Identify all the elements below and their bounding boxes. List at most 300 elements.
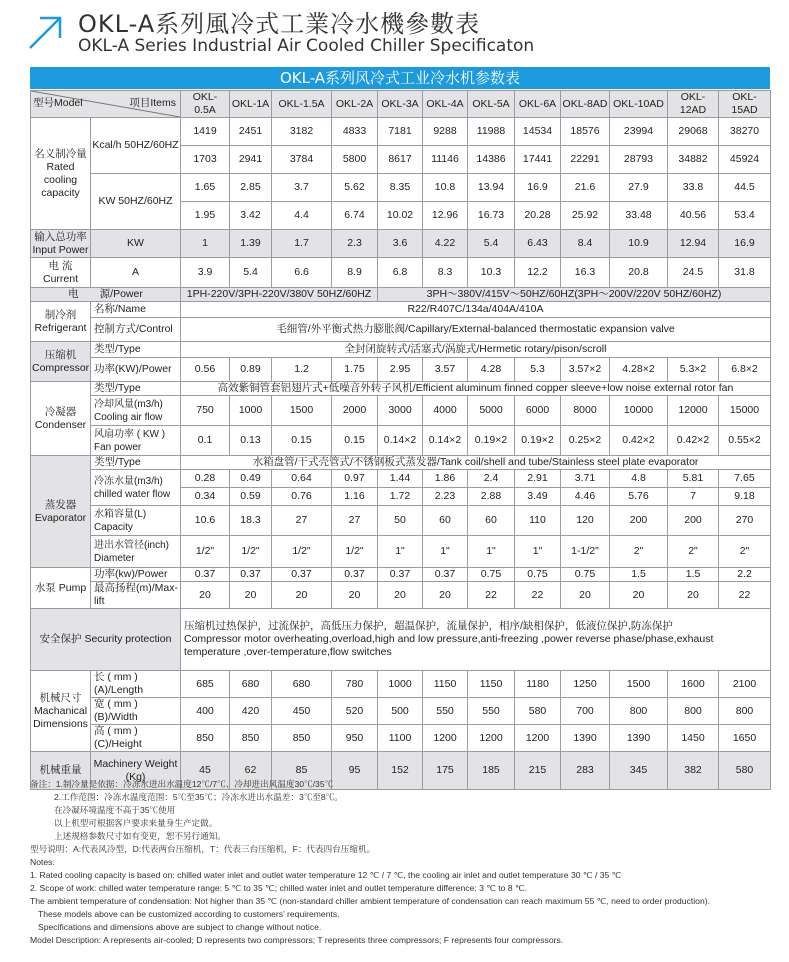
value-cell: 120 — [561, 506, 610, 536]
value-cell: 1600 — [668, 671, 719, 698]
group-label: 电 源/Power — [31, 288, 181, 302]
value-cell: 1703 — [181, 146, 230, 174]
value-cell: 2941 — [230, 146, 272, 174]
value-cell: 20 — [610, 582, 668, 609]
table-row — [31, 536, 771, 568]
value-cell: 550 — [423, 698, 468, 725]
arrow-up-right-icon — [26, 12, 66, 52]
value-cell: 10.6 — [181, 506, 230, 536]
value-cell: 750 — [181, 396, 230, 426]
value-cell: 1" — [468, 536, 515, 568]
value-cell: 6.6 — [272, 258, 332, 288]
value-cell: 10000 — [610, 396, 668, 426]
value-cell: 850 — [181, 725, 230, 752]
value-cell: 2" — [668, 536, 719, 568]
model-header: OKL-12AD — [668, 91, 719, 118]
table-row — [31, 470, 771, 488]
value-cell: 5000 — [468, 396, 515, 426]
item-label: KW 50HZ/60HZ — [91, 174, 181, 230]
page-header — [26, 4, 766, 60]
value-cell: 12.96 — [423, 202, 468, 230]
value-cell: 20 — [668, 582, 719, 609]
value-cell: 20 — [378, 582, 423, 609]
value-cell: 6000 — [515, 396, 561, 426]
value-cell: 2100 — [719, 671, 771, 698]
value-cell: 5.81 — [668, 470, 719, 488]
value-cell: 0.34 — [181, 488, 230, 506]
value-cell: 20.28 — [515, 202, 561, 230]
value-cell: 1" — [378, 536, 423, 568]
value-cell: 4.28×2 — [610, 358, 668, 382]
value-cell: 20 — [230, 582, 272, 609]
value-cell: 0.75 — [561, 568, 610, 582]
value-cell: 0.37 — [181, 568, 230, 582]
value-cell: 4.28 — [468, 358, 515, 382]
note-line-en: 1. Rated cooling capacity is based on: chilled water inlet and outlet water temperature 12 ℃ / 7 ℃, the cooling air inlet and outlet temperature 30 ℃ / 35 ℃ — [30, 870, 622, 880]
value-cell: 50 — [378, 506, 423, 536]
value-cell: 0.37 — [423, 568, 468, 582]
value-cell: 1.95 — [181, 202, 230, 230]
value-cell: 34882 — [668, 146, 719, 174]
value-cell: 22 — [719, 582, 771, 609]
model-label: 型号Model — [33, 97, 83, 109]
value-cell: 3.57×2 — [561, 358, 610, 382]
value-cell: 60 — [468, 506, 515, 536]
value-cell: 5.4 — [230, 258, 272, 288]
group-label: 水泵 Pump — [31, 568, 91, 609]
value-cell: 1PH-220V/3PH-220V/380V 50HZ/60HZ — [181, 288, 378, 302]
table-row — [31, 568, 771, 582]
value-cell: 0.37 — [230, 568, 272, 582]
note-line-en: These models above can be customized according to customers’ requirements. — [38, 909, 340, 919]
value-cell: 680 — [230, 671, 272, 698]
table-row — [31, 302, 771, 318]
table-title: OKL-A系列风冷式工业冷水机参数表 — [30, 67, 770, 89]
value-cell: 2000 — [332, 396, 378, 426]
note-line-cn: 上述规格参数尺寸如有变更，恕不另行通知。 — [54, 831, 226, 841]
value-cell: 1.2 — [272, 358, 332, 382]
note-line-cn: 型号说明：A:代表风冷型，D:代表两台压缩机，T：代表三台压缩机，F：代表四台压缩机。 — [30, 844, 376, 854]
value-cell: 12.2 — [515, 258, 561, 288]
value-cell: 8000 — [561, 396, 610, 426]
value-cell: 2.91 — [515, 470, 561, 488]
value-cell: 0.64 — [272, 470, 332, 488]
model-header: OKL-6A — [515, 91, 561, 118]
value-cell: 10.02 — [378, 202, 423, 230]
value-cell: 850 — [272, 725, 332, 752]
value-cell: 2.23 — [423, 488, 468, 506]
model-header: OKL-10AD — [610, 91, 668, 118]
value-cell: 6.8 — [378, 258, 423, 288]
value-cell: 1000 — [230, 396, 272, 426]
value-cell: 22 — [515, 582, 561, 609]
value-cell: 1.65 — [181, 174, 230, 202]
table-row — [31, 456, 771, 470]
value-cell: 16.3 — [561, 258, 610, 288]
value-cell: 8617 — [378, 146, 423, 174]
value-cell: 53.4 — [719, 202, 771, 230]
note-line-en: Specifications and dimensions above are subject to change without notice. — [38, 922, 322, 932]
table-row — [31, 118, 771, 146]
header-diagonal-cell — [31, 91, 181, 118]
value-cell: 全封闭旋转式/活塞式/涡旋式/Hermetic rotary/pison/scroll — [181, 342, 771, 358]
table-row — [31, 358, 771, 382]
value-cell: R22/R407C/134a/404A/410A — [181, 302, 771, 318]
value-cell: 29068 — [668, 118, 719, 146]
value-cell: 0.1 — [181, 426, 230, 456]
value-cell: 5.4 — [468, 230, 515, 258]
value-cell: 13.94 — [468, 174, 515, 202]
value-cell: 4.4 — [272, 202, 332, 230]
safety-text-en: Compressor motor overheating,overload,high and low pressure,anti-freezing ,power reverse phase/phase,exhaust temperature ,over-temperature,flow switches — [184, 633, 714, 658]
value-cell: 38270 — [719, 118, 771, 146]
value-cell: 550 — [468, 698, 515, 725]
value-cell: 33.8 — [668, 174, 719, 202]
value-cell: 1 — [181, 230, 230, 258]
value-cell: 1500 — [272, 396, 332, 426]
table-row — [31, 426, 771, 456]
item-label: 类型/Type — [91, 382, 181, 396]
note-line-cn: 2.工作范围：冷冻水温度范围：5℃至35℃；冷冻水进出水温差：3℃至8℃。 — [54, 792, 343, 802]
value-cell: 4.22 — [423, 230, 468, 258]
note-line-en: Model Description: A represents air-cooled; D represents two compressors; T represents three compressors; F represents four compressors. — [30, 935, 564, 945]
value-cell: 16.73 — [468, 202, 515, 230]
table-row — [31, 382, 771, 396]
value-cell: 22291 — [561, 146, 610, 174]
model-header: OKL-2A — [332, 91, 378, 118]
value-cell: 11988 — [468, 118, 515, 146]
value-cell: 6.43 — [515, 230, 561, 258]
safety-text-cn: 压缩机过热保护，过流保护，高低压力保护，超温保护，流量保护，相序/缺相保护，低液位保护,防冻保护 — [184, 620, 673, 632]
item-label: KW — [91, 230, 181, 258]
value-cell: 14534 — [515, 118, 561, 146]
table-row — [31, 725, 771, 752]
value-cell: 0.25×2 — [561, 426, 610, 456]
value-cell: 1150 — [468, 671, 515, 698]
value-cell: 20.8 — [610, 258, 668, 288]
title-en: OKL-A Series Industrial Air Cooled Chiller Specificaton — [78, 36, 535, 56]
value-cell: 1.5 — [668, 568, 719, 582]
table-row — [31, 318, 771, 342]
value-cell: 0.14×2 — [378, 426, 423, 456]
value-cell: 0.42×2 — [668, 426, 719, 456]
model-header: OKL-0.5A — [181, 91, 230, 118]
table-row — [31, 258, 771, 288]
value-cell: 3182 — [272, 118, 332, 146]
model-header: OKL-5A — [468, 91, 515, 118]
value-cell: 1.75 — [332, 358, 378, 382]
value-cell: 20 — [332, 582, 378, 609]
value-cell: 685 — [181, 671, 230, 698]
value-cell: 800 — [610, 698, 668, 725]
value-cell: 62 — [230, 752, 272, 790]
value-cell: 152 — [378, 752, 423, 790]
value-cell: 3.57 — [423, 358, 468, 382]
item-label: 名称/Name — [91, 302, 181, 318]
value-cell: 580 — [515, 698, 561, 725]
value-cell: 33.48 — [610, 202, 668, 230]
item-label: 类型/Type — [91, 456, 181, 470]
value-cell: 1/2" — [181, 536, 230, 568]
value-cell: 1250 — [561, 671, 610, 698]
value-cell: 1200 — [515, 725, 561, 752]
value-cell: 5.3×2 — [668, 358, 719, 382]
model-header: OKL-3A — [378, 91, 423, 118]
value-cell: 45924 — [719, 146, 771, 174]
value-cell: 0.75 — [468, 568, 515, 582]
item-label: Kcal/h 50HZ/60HZ — [91, 118, 181, 174]
value-cell: 5.62 — [332, 174, 378, 202]
group-label: 名义制冷量 Rated cooling capacity — [31, 118, 91, 230]
value-cell: 5.3 — [515, 358, 561, 382]
value-cell: 680 — [272, 671, 332, 698]
value-cell: 0.49 — [230, 470, 272, 488]
value-cell: 2" — [719, 536, 771, 568]
value-cell: 700 — [561, 698, 610, 725]
value-cell: 14386 — [468, 146, 515, 174]
value-cell: 1419 — [181, 118, 230, 146]
value-cell: 8.3 — [423, 258, 468, 288]
value-cell: 200 — [610, 506, 668, 536]
value-cell: 28793 — [610, 146, 668, 174]
value-cell: 1.39 — [230, 230, 272, 258]
value-cell: 0.75 — [515, 568, 561, 582]
value-cell: 0.59 — [230, 488, 272, 506]
value-cell: 2" — [610, 536, 668, 568]
value-cell: 6.74 — [332, 202, 378, 230]
value-cell: 17441 — [515, 146, 561, 174]
value-cell: 2.3 — [332, 230, 378, 258]
value-cell: 1/2" — [230, 536, 272, 568]
value-cell: 12000 — [668, 396, 719, 426]
item-label: 类型/Type — [91, 342, 181, 358]
value-cell: 1.5 — [610, 568, 668, 582]
value-cell: 1/2" — [272, 536, 332, 568]
value-cell: 85 — [272, 752, 332, 790]
group-label: 制冷剂 Refrigerant — [31, 302, 91, 342]
item-label: 长 ( mm ) (A)/Length — [91, 671, 181, 698]
value-cell: 10.9 — [610, 230, 668, 258]
group-label: 蒸发器 Evaporator — [31, 456, 91, 568]
item-label: 宽 ( mm ) (B)/Width — [91, 698, 181, 725]
item-label: 冷冻水量(m3/h) chilled water flow — [91, 470, 181, 506]
item-label: 功率(KW)/Power — [91, 358, 181, 382]
group-label: 输入总功率 Input Power — [32, 230, 89, 256]
value-cell: 283 — [561, 752, 610, 790]
group-label: 安全保护 Security protection — [31, 609, 181, 671]
value-cell: 4000 — [423, 396, 468, 426]
value-cell: 0.37 — [332, 568, 378, 582]
value-cell: 0.19×2 — [515, 426, 561, 456]
value-cell: 21.6 — [561, 174, 610, 202]
value-cell: 2451 — [230, 118, 272, 146]
value-cell: 1450 — [668, 725, 719, 752]
value-cell: 3.7 — [272, 174, 332, 202]
group-label: 机械尺寸 Machanical Dimensions — [31, 671, 91, 752]
item-label: 进出水管径(inch) Diameter — [91, 536, 181, 568]
value-cell: 175 — [423, 752, 468, 790]
value-cell: 11146 — [423, 146, 468, 174]
item-label: 风扇功率 ( KW ) Fan power — [91, 426, 181, 456]
value-cell: 800 — [668, 698, 719, 725]
item-label: 水箱容量(L) Capacity — [91, 506, 181, 536]
item-label: 最高扬程(m)/Max-lift — [91, 582, 181, 609]
value-cell: 0.13 — [230, 426, 272, 456]
value-cell: 1.86 — [423, 470, 468, 488]
note-line-en: The ambient temperature of condensation: Not higher than 35 ℃ (non-standard chiller ambient temperature of condensation can reach maximum 55 ℃, need to order production). — [30, 896, 710, 906]
value-cell: 毛细管/外平衡式热力膨胀阀/Capillary/External-balanced thermostatic expansion valve — [181, 318, 771, 342]
value-cell: 9.18 — [719, 488, 771, 506]
safety-row — [31, 609, 771, 671]
value-cell: 0.15 — [272, 426, 332, 456]
value-cell: 8.4 — [561, 230, 610, 258]
value-cell: 0.56 — [181, 358, 230, 382]
value-cell: 0.37 — [378, 568, 423, 582]
value-cell: 高效紫铜管套铝翅片式+低噪音外转子风机/Efficient aluminum finned copper sleeve+low noise external rotor fan — [181, 382, 771, 396]
value-cell: 1.72 — [378, 488, 423, 506]
notes — [30, 778, 780, 947]
value-cell: 16.9 — [515, 174, 561, 202]
value-cell: 3.42 — [230, 202, 272, 230]
value-cell: 2.85 — [230, 174, 272, 202]
table-row — [31, 288, 771, 302]
title-cn: OKL-A系列風冷式工業冷水機參數表 — [78, 10, 481, 38]
model-header: OKL-8AD — [561, 91, 610, 118]
value-cell: 16.9 — [719, 230, 771, 258]
table-row — [31, 506, 771, 536]
group-label: 冷凝器 Condenser — [31, 382, 91, 456]
value-cell: 8.35 — [378, 174, 423, 202]
value-cell: 7181 — [378, 118, 423, 146]
item-label: A — [91, 258, 181, 288]
value-cell: 1.44 — [378, 470, 423, 488]
item-label: 控制方式/Control — [91, 318, 181, 342]
value-cell: 20 — [561, 582, 610, 609]
group-label: 压缩机 Compressor — [31, 342, 91, 382]
value-cell: 0.76 — [272, 488, 332, 506]
value-cell: 0.15 — [332, 426, 378, 456]
table-row — [31, 698, 771, 725]
value-cell: 22 — [468, 582, 515, 609]
value-cell: 水箱盘管/干式壳管式/不锈钢板式蒸发器/Tank coil/shell and tube/Stainless steel plate evaporator — [181, 456, 771, 470]
item-label: Machinery Weight (Kg) — [91, 752, 181, 790]
table-row — [31, 230, 771, 258]
value-cell: 3PH～380V/415V～50HZ/60HZ(3PH～200V/220V 50HZ/60HZ) — [378, 288, 771, 302]
value-cell: 4.8 — [610, 470, 668, 488]
value-cell: 3.6 — [378, 230, 423, 258]
value-cell: 5800 — [332, 146, 378, 174]
value-cell: 215 — [515, 752, 561, 790]
value-cell: 0.37 — [272, 568, 332, 582]
note-line-cn: 在冷凝环境温度不高于35℃使用 — [54, 805, 176, 815]
value-cell: 7 — [668, 488, 719, 506]
value-cell: 1000 — [378, 671, 423, 698]
item-label: 功率(kw)/Power — [91, 568, 181, 582]
table-row — [31, 396, 771, 426]
value-cell: 110 — [515, 506, 561, 536]
safety-text — [181, 609, 771, 671]
value-cell: 1500 — [610, 671, 668, 698]
table-row — [31, 342, 771, 358]
value-cell: 27 — [272, 506, 332, 536]
group-label: 电 流 Current — [31, 258, 91, 288]
model-header: OKL-15AD — [719, 91, 771, 118]
value-cell: 1-1/2" — [561, 536, 610, 568]
header-row — [31, 91, 771, 118]
spec-table — [30, 90, 771, 790]
value-cell: 1" — [515, 536, 561, 568]
value-cell: 1200 — [423, 725, 468, 752]
note-line-en: Notes: — [30, 857, 55, 867]
value-cell: 27 — [332, 506, 378, 536]
value-cell: 8.9 — [332, 258, 378, 288]
value-cell: 3000 — [378, 396, 423, 426]
value-cell: 420 — [230, 698, 272, 725]
value-cell: 25.92 — [561, 202, 610, 230]
value-cell: 0.19×2 — [468, 426, 515, 456]
value-cell: 23994 — [610, 118, 668, 146]
value-cell: 200 — [668, 506, 719, 536]
value-cell: 185 — [468, 752, 515, 790]
value-cell: 2.4 — [468, 470, 515, 488]
value-cell: 0.14×2 — [423, 426, 468, 456]
value-cell: 3784 — [272, 146, 332, 174]
value-cell: 520 — [332, 698, 378, 725]
value-cell: 20 — [272, 582, 332, 609]
value-cell: 1" — [423, 536, 468, 568]
value-cell: 10.3 — [468, 258, 515, 288]
value-cell: 1.7 — [272, 230, 332, 258]
value-cell: 1/2" — [332, 536, 378, 568]
value-cell: 1100 — [378, 725, 423, 752]
value-cell: 45 — [181, 752, 230, 790]
value-cell: 44.5 — [719, 174, 771, 202]
value-cell: 1180 — [515, 671, 561, 698]
value-cell: 10.8 — [423, 174, 468, 202]
value-cell: 345 — [610, 752, 668, 790]
value-cell: 18.3 — [230, 506, 272, 536]
value-cell: 27.9 — [610, 174, 668, 202]
value-cell: 2.95 — [378, 358, 423, 382]
value-cell: 780 — [332, 671, 378, 698]
note-line-cn: 备注：1.制冷量是依据：冷冻水进出水温度12℃/7℃、冷却进出风温度30℃/35℃ — [30, 779, 334, 789]
table-row — [31, 671, 771, 698]
value-cell: 450 — [272, 698, 332, 725]
value-cell: 12.94 — [668, 230, 719, 258]
value-cell: 15000 — [719, 396, 771, 426]
value-cell: 4.46 — [561, 488, 610, 506]
value-cell: 2.2 — [719, 568, 771, 582]
model-header: OKL-4A — [423, 91, 468, 118]
value-cell: 0.42×2 — [610, 426, 668, 456]
item-label: 高 ( mm ) (C)/Height — [91, 725, 181, 752]
value-cell: 3.49 — [515, 488, 561, 506]
note-line-cn: 以上机型可根据客户要求来量身生产定做。 — [54, 818, 218, 828]
value-cell: 6.8×2 — [719, 358, 771, 382]
value-cell: 950 — [332, 725, 378, 752]
value-cell: 4833 — [332, 118, 378, 146]
value-cell: 1.16 — [332, 488, 378, 506]
value-cell: 382 — [668, 752, 719, 790]
value-cell: 800 — [719, 698, 771, 725]
value-cell: 3.9 — [181, 258, 230, 288]
value-cell: 1390 — [610, 725, 668, 752]
table-row — [31, 582, 771, 609]
item-label: 冷却风量(m3/h) Cooling air flow — [91, 396, 181, 426]
value-cell: 60 — [423, 506, 468, 536]
group-label: 机械重量 — [31, 752, 91, 790]
value-cell: 1650 — [719, 725, 771, 752]
